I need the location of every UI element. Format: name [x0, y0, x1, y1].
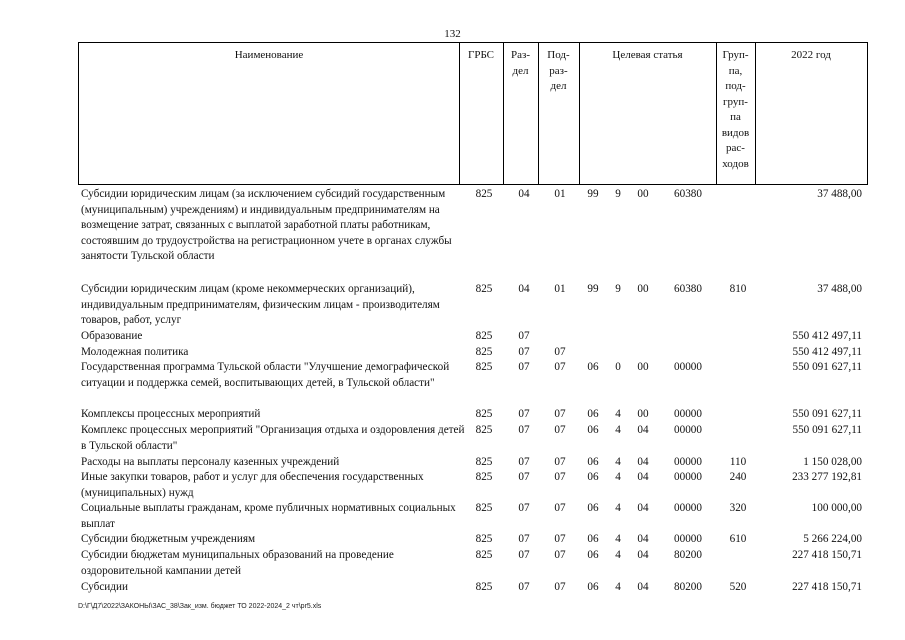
row-podrazdel: 07 — [554, 424, 566, 436]
row-podrazdel: 07 — [554, 346, 566, 358]
row-target-2: 4 — [615, 424, 621, 436]
row-razdel: 07 — [518, 456, 530, 468]
row-target-1: 06 — [587, 456, 599, 468]
row-name: Субсидии бюджетам муниципальных образований на проведение оздоровительной кампании детей — [81, 549, 394, 577]
row-target-4: 00000 — [674, 533, 702, 545]
row-sum: 100 000,00 — [811, 502, 862, 514]
header-name: Наименование — [234, 49, 304, 61]
header-razdel: Раз- дел — [510, 49, 530, 77]
row-target-1: 06 — [587, 581, 599, 593]
row-razdel: 07 — [518, 533, 530, 545]
row-name: Субсидии — [81, 581, 128, 593]
row-name: Субсидии юридическим лицам (за исключением субсидий государственным (муниципальным) учреждениям) и индивидуальным предпринимателям на возмещение затрат, связанных с выплатой заработной платы работникам, состоявшим до трудоустройства на регистрационном учете в органах службы занятости Тульской области — [81, 188, 452, 262]
row-podrazdel: 07 — [554, 471, 566, 483]
row-target-4: 00000 — [674, 361, 702, 373]
row-target-3: 04 — [637, 502, 649, 514]
row-razdel: 07 — [518, 424, 530, 436]
row-grbs: 825 — [475, 471, 493, 483]
row-grbs: 825 — [475, 424, 493, 436]
row-sum: 550 091 627,11 — [792, 424, 862, 436]
row-podrazdel: 07 — [554, 581, 566, 593]
row-sum: 550 412 497,11 — [792, 346, 862, 358]
row-target-4: 80200 — [674, 549, 702, 561]
row-razdel: 07 — [518, 330, 530, 342]
row-sum: 227 418 150,71 — [792, 581, 862, 593]
row-target-2: 4 — [615, 581, 621, 593]
row-vid: 520 — [729, 581, 747, 593]
row-razdel: 07 — [518, 549, 530, 561]
row-target-3: 04 — [637, 424, 649, 436]
row-grbs: 825 — [475, 330, 493, 342]
row-grbs: 825 — [475, 408, 493, 420]
header-vid: Груп- па, под- груп- па видов рас- ходов — [721, 49, 750, 170]
row-target-3: 04 — [637, 549, 649, 561]
header-grbs: ГРБС — [467, 49, 495, 61]
row-target-4: 60380 — [674, 283, 702, 295]
row-razdel: 07 — [518, 502, 530, 514]
row-vid: 610 — [729, 533, 747, 545]
row-name: Образование — [81, 330, 143, 342]
row-vid: 810 — [729, 283, 747, 295]
row-name: Субсидии бюджетным учреждениям — [81, 533, 256, 545]
row-target-3: 04 — [637, 581, 649, 593]
row-razdel: 07 — [518, 581, 530, 593]
row-target-3: 00 — [637, 408, 649, 420]
row-grbs: 825 — [475, 581, 493, 593]
row-podrazdel: 01 — [554, 283, 566, 295]
col-divider — [579, 43, 580, 184]
row-sum: 37 488,00 — [817, 283, 862, 295]
row-target-3: 00 — [637, 361, 649, 373]
row-target-1: 06 — [587, 549, 599, 561]
row-target-2: 4 — [615, 456, 621, 468]
row-target-1: 99 — [587, 283, 599, 295]
row-target-2: 4 — [615, 471, 621, 483]
row-target-2: 9 — [615, 188, 621, 200]
row-vid: 110 — [729, 456, 747, 468]
row-target-1: 06 — [587, 408, 599, 420]
col-divider — [755, 43, 756, 184]
row-razdel: 07 — [518, 346, 530, 358]
row-target-4: 00000 — [674, 408, 702, 420]
header-target: Целевая статья — [612, 49, 683, 61]
row-sum: 550 091 627,11 — [792, 408, 862, 420]
row-target-3: 00 — [637, 283, 649, 295]
row-target-4: 00000 — [674, 456, 702, 468]
row-target-1: 06 — [587, 361, 599, 373]
row-target-4: 80200 — [674, 581, 702, 593]
row-podrazdel: 07 — [554, 502, 566, 514]
row-grbs: 825 — [475, 283, 493, 295]
row-target-1: 06 — [587, 424, 599, 436]
row-razdel: 07 — [518, 408, 530, 420]
row-razdel: 07 — [518, 471, 530, 483]
col-divider — [459, 43, 460, 184]
row-target-2: 4 — [615, 408, 621, 420]
row-grbs: 825 — [475, 188, 493, 200]
file-path-footer: D:\Г\Д7\2022\ЗАКОНЫ\ЗАС_38\Зак_изм. бюджет ТО 2022-2024_2 чт\pr5.xls — [78, 603, 322, 610]
row-grbs: 825 — [475, 533, 493, 545]
row-razdel: 04 — [518, 283, 530, 295]
row-target-2: 9 — [615, 283, 621, 295]
row-target-1: 06 — [587, 533, 599, 545]
row-name: Иные закупки товаров, работ и услуг для обеспечения государственных (муниципальных) нужд — [81, 471, 424, 499]
row-target-4: 00000 — [674, 424, 702, 436]
row-name: Государственная программа Тульской области "Улучшение демографической ситуации и поддержка семей, воспитывающих детей, в Тульской области" — [81, 361, 450, 389]
row-podrazdel: 07 — [554, 456, 566, 468]
row-podrazdel: 07 — [554, 549, 566, 561]
row-vid: 240 — [729, 471, 747, 483]
row-target-2: 4 — [615, 533, 621, 545]
row-target-1: 99 — [587, 188, 599, 200]
row-target-3: 04 — [637, 533, 649, 545]
row-grbs: 825 — [475, 361, 493, 373]
row-name: Молодежная политика — [81, 346, 189, 358]
row-grbs: 825 — [475, 549, 493, 561]
row-name: Социальные выплаты гражданам, кроме публичных нормативных социальных выплат — [81, 502, 456, 530]
row-target-3: 00 — [637, 188, 649, 200]
row-sum: 550 412 497,11 — [792, 330, 862, 342]
row-sum: 227 418 150,71 — [792, 549, 862, 561]
table-header — [78, 42, 868, 185]
row-sum: 5 266 224,00 — [803, 533, 862, 545]
row-vid: 320 — [729, 502, 747, 514]
row-target-3: 04 — [637, 471, 649, 483]
header-year: 2022 год — [791, 49, 831, 61]
row-target-4: 60380 — [674, 188, 702, 200]
header-podrazdel: Под- раз- дел — [547, 49, 570, 92]
row-podrazdel: 01 — [554, 188, 566, 200]
row-podrazdel: 07 — [554, 361, 566, 373]
row-target-4: 00000 — [674, 471, 702, 483]
row-target-3: 04 — [637, 456, 649, 468]
row-target-2: 4 — [615, 549, 621, 561]
row-grbs: 825 — [475, 346, 493, 358]
row-target-4: 00000 — [674, 502, 702, 514]
row-sum: 1 150 028,00 — [803, 456, 862, 468]
row-sum: 550 091 627,11 — [792, 361, 862, 373]
row-target-2: 0 — [615, 361, 621, 373]
row-name: Субсидии юридическим лицам (кроме некоммерческих организаций), индивидуальным предпринимателям, физическим лицам - производителям товаров, работ, услуг — [81, 283, 440, 326]
row-name: Расходы на выплаты персоналу казенных учреждений — [81, 456, 340, 468]
row-target-1: 06 — [587, 471, 599, 483]
page-number: 132 — [444, 28, 461, 40]
row-grbs: 825 — [475, 456, 493, 468]
row-razdel: 07 — [518, 361, 530, 373]
row-podrazdel: 07 — [554, 408, 566, 420]
row-grbs: 825 — [475, 502, 493, 514]
row-target-2: 4 — [615, 502, 621, 514]
row-name: Комплексы процессных мероприятий — [81, 408, 261, 420]
row-name: Комплекс процессных мероприятий "Организация отдыха и оздоровления детей в Тульской области" — [81, 424, 465, 452]
row-sum: 233 277 192,81 — [792, 471, 862, 483]
row-sum: 37 488,00 — [817, 188, 862, 200]
row-razdel: 04 — [518, 188, 530, 200]
row-target-1: 06 — [587, 502, 599, 514]
row-podrazdel: 07 — [554, 533, 566, 545]
